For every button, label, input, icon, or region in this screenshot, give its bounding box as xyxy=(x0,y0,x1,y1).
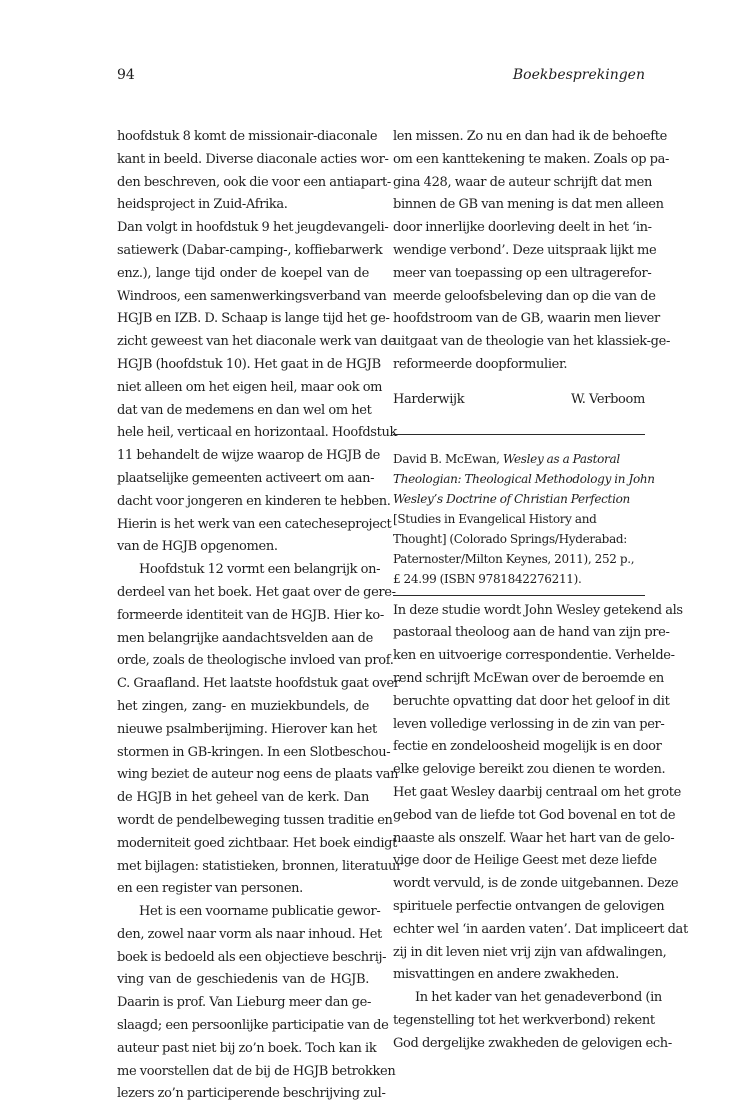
text-line: tegenstelling tot het werkverbond) rekent xyxy=(393,1012,655,1028)
text-line: HGJB en IZB. D. Schaap is lange tijd het ge- xyxy=(117,311,390,327)
text-line: hoofdstuk 8 komt de missionair-diaconale xyxy=(117,129,378,144)
text-line: echter wel ‘in aarden vaten’. Dat impliceert dat xyxy=(393,921,688,937)
right-column xyxy=(393,126,688,1056)
text-line: door innerlijke doorleving deelt in het ‘in- xyxy=(393,220,652,236)
citation-author: David B. McEwan, xyxy=(393,451,503,466)
text-line: HGJB (hoofdstuk 10). Het gaat in de HGJB xyxy=(117,356,381,372)
citation-line: £ 24.99 (ISBN 9781842276211). xyxy=(393,571,582,586)
left-column xyxy=(117,126,402,1106)
text-line: van de HGJB opgenomen. xyxy=(117,539,278,555)
text-line: zicht geweest van het diaconale werk van de xyxy=(117,334,396,350)
text-line: Hoofdstuk 12 vormt een belangrijk on- xyxy=(139,562,381,578)
text-line: boek is bedoeld als een objectieve beschrij- xyxy=(117,949,387,965)
text-line: om een kanttekening te maken. Zoals op pa- xyxy=(393,151,670,167)
text-line: kant in beeld. Diverse diaconale acties wor- xyxy=(117,151,389,167)
text-line: pastoraal theoloog aan de hand van zijn pre- xyxy=(393,625,670,641)
text-line: derdeel van het boek. Het gaat over de gere- xyxy=(117,584,396,600)
text-line: wordt de pendelbeweging tussen traditie en xyxy=(117,812,393,828)
citation-line: [Studies in Evangelical History and xyxy=(393,511,597,526)
text-line: misvattingen en andere zwakheden. xyxy=(393,967,619,983)
text-line: Hierin is het werk van een catecheseproject xyxy=(117,516,392,532)
citation-line xyxy=(393,449,645,469)
text-line: spirituele perfectie ontvangen de gelovigen xyxy=(393,898,665,914)
text-line: dat van de medemens en dan wel om het xyxy=(117,402,372,418)
text-line: den, zowel naar vorm als naar inhoud. Het xyxy=(117,926,382,942)
text-line: meer van toepassing op een ultragerefor- xyxy=(393,265,652,281)
text-line: formeerde identiteit van de HGJB. Hier ko- xyxy=(117,607,384,623)
text-line: len missen. Zo nu en dan had ik de behoefte xyxy=(393,129,667,144)
citation-title: Wesley’s Doctrine of Christian Perfection xyxy=(393,491,630,506)
signature-name: W. Verboom xyxy=(571,391,645,407)
text-line: met bijlagen: statistieken, bronnen, literatuur xyxy=(117,858,402,874)
text-line: de HGJB in het geheel van de kerk. Dan xyxy=(117,790,369,806)
text-line: In deze studie wordt John Wesley getekend als xyxy=(393,602,683,618)
citation-line xyxy=(393,469,655,489)
text-line: ken en uitvoerige correspondentie. Verhelde- xyxy=(393,648,675,664)
text-line: wordt vervuld, is de zonde uitgebannen. Deze xyxy=(393,876,679,892)
text-line: Het gaat Wesley daarbij centraal om het grote xyxy=(393,784,681,800)
text-line: uitgaat van de theologie van het klassiek-ge- xyxy=(393,334,670,350)
text-line: orde, zoals de theologische invloed van prof. xyxy=(117,653,394,669)
text-line: en een register van personen. xyxy=(117,881,303,897)
citation-line: Thought] (Colorado Springs/Hyderabad: xyxy=(393,531,628,546)
text-line: meerde geloofsbeleving dan op die van de xyxy=(393,288,656,304)
text-line: vige door de Heilige Geest met deze liefde xyxy=(393,853,657,869)
page-number: 94 xyxy=(117,67,135,83)
text-line: leven volledige verlossing in de zin van per- xyxy=(393,716,665,732)
text-line: zij in dit leven niet vrij zijn van afdwalingen, xyxy=(393,944,667,960)
text-line: gebod van de liefde tot God bovenal en tot de xyxy=(393,807,676,823)
citation-line: Paternoster/Milton Keynes, 2011), 252 p., xyxy=(393,551,635,566)
text-line: niet alleen om het eigen heil, maar ook om xyxy=(117,379,383,395)
reviewer-signature xyxy=(393,389,645,412)
text-line: reformeerde doopformulier. xyxy=(393,356,568,372)
text-line: God dergelijke zwakheden de gelovigen ech- xyxy=(393,1035,672,1051)
text-line: C. Graafland. Het laatste hoofdstuk gaat over xyxy=(117,676,400,692)
text-line: men belangrijke aandachtsvelden aan de xyxy=(117,630,373,646)
text-line: hele heil, verticaal en horizontaal. Hoofdstuk xyxy=(117,425,398,441)
text-line: Het is een voorname publicatie gewor- xyxy=(139,904,381,920)
running-head: Boekbesprekingen xyxy=(512,67,645,83)
text-line: nieuwe psalmberijming. Hierover kan het xyxy=(117,721,377,737)
text-line: naaste als onszelf. Waar het hart van de gelo- xyxy=(393,830,675,846)
text-line: me voorstellen dat de bij de HGJB betrokken xyxy=(117,1063,396,1079)
citation-title: Theologian: Theological Methodology in John xyxy=(393,471,655,486)
text-line: auteur past niet bij zo’n boek. Toch kan ik xyxy=(117,1040,377,1056)
text-line: Dan volgt in hoofdstuk 9 het jeugdevangeli- xyxy=(117,220,389,236)
text-line: Daarin is prof. Van Lieburg meer dan ge- xyxy=(117,995,371,1011)
text-line: dacht voor jongeren en kinderen te hebben. xyxy=(117,493,391,509)
book-citation xyxy=(393,449,655,589)
text-line: wing beziet de auteur nog eens de plaats van xyxy=(117,767,399,783)
text-line: stormen in GB-kringen. In een Slotbeschou- xyxy=(117,744,391,760)
text-line: elke gelovige bereikt zou dienen te worden. xyxy=(393,762,666,778)
text-line: fectie en zondeloosheid mogelijk is en door xyxy=(393,739,662,755)
text-line: rend schrijft McEwan over de beroemde en xyxy=(393,670,664,686)
section-divider xyxy=(393,434,645,435)
citation-divider xyxy=(393,595,645,596)
text-line: moderniteit goed zichtbaar. Het boek eindigt xyxy=(117,835,397,851)
text-line: het zingen, zang- en muziekbundels, de xyxy=(117,698,369,714)
text-line: In het kader van het genadeverbond (in xyxy=(415,990,662,1006)
text-line: binnen de GB van mening is dat men alleen xyxy=(393,197,664,213)
text-line: heidsproject in Zuid-Afrika. xyxy=(117,197,288,213)
text-line: satiewerk (Dabar-camping-, koffiebarwerk xyxy=(117,242,383,258)
text-line: gina 428, waar de auteur schrijft dat men xyxy=(393,174,652,190)
text-line: slaagd; een persoonlijke participatie van de xyxy=(117,1018,389,1034)
citation-line xyxy=(393,489,645,509)
text-line: plaatselijke gemeenten activeert om aan- xyxy=(117,470,375,486)
text-line: ving van de geschiedenis van de HGJB. xyxy=(117,972,369,988)
text-line: den beschreven, ook die voor een antiapart- xyxy=(117,174,391,190)
text-line: Windroos, een samenwerkingsverband van xyxy=(117,288,387,304)
text-line: enz.), lange tijd onder de koepel van de xyxy=(117,265,369,281)
text-line: hoofdstroom van de GB, waarin men liever xyxy=(393,311,660,327)
text-line: lezers zo’n participerende beschrijving zul- xyxy=(117,1086,386,1102)
text-line: beruchte opvatting dat door het geloof in dit xyxy=(393,693,670,709)
citation-title: Wesley as a Pastoral xyxy=(502,451,620,466)
text-line: wendige verbond’. Deze uitspraak lijkt me xyxy=(393,242,657,258)
text-line: 11 behandelt de wijze waarop de HGJB de xyxy=(117,448,381,464)
signature-place: Harderwijk xyxy=(393,391,465,407)
